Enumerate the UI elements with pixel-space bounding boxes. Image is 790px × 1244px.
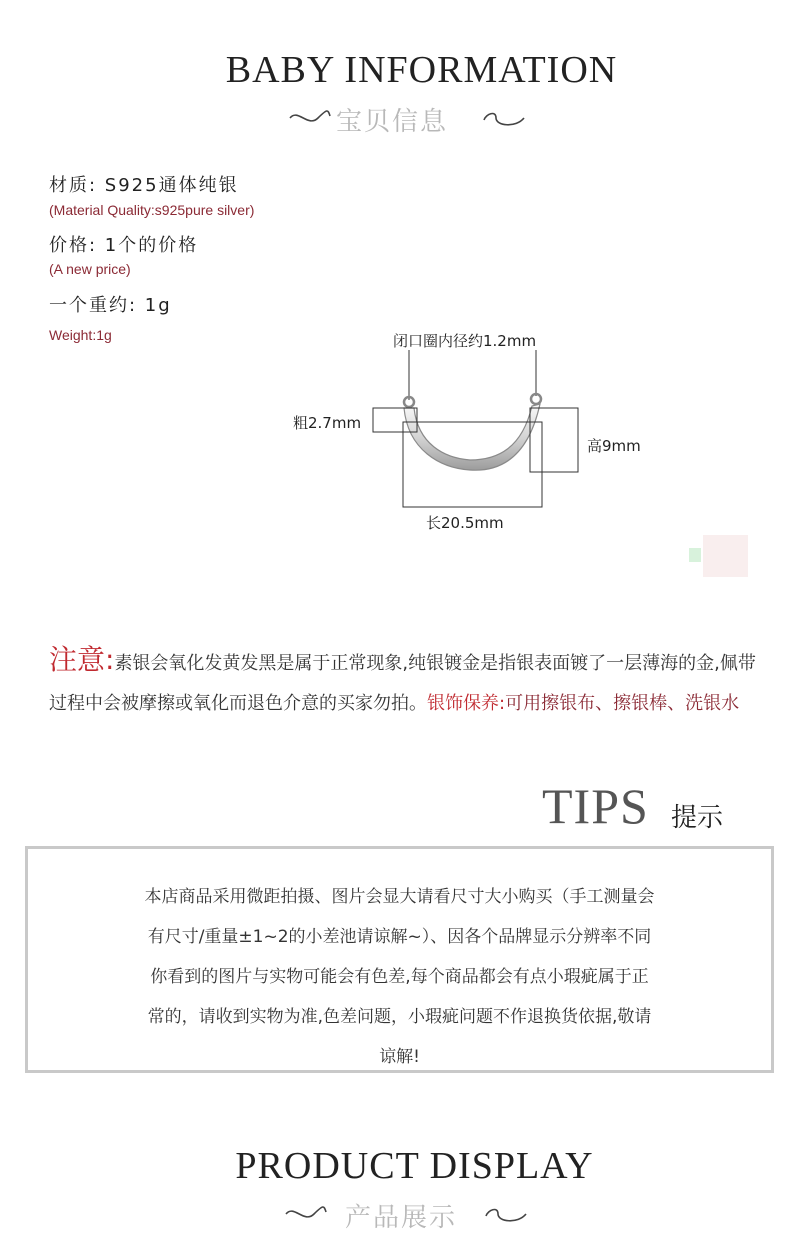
height-label: 高9mm <box>587 437 641 455</box>
care-body: 可用擦银布、擦银棒、洗银水 <box>505 693 740 714</box>
tips-line: 谅解! <box>379 1047 420 1067</box>
price-spec: 价格: 1个的价格 <box>49 235 199 256</box>
decorative-swatch <box>703 535 748 577</box>
weight-spec: 一个重约: 1g <box>49 295 172 316</box>
tips-title: TIPS <box>542 778 649 834</box>
tips-line: 常的，请收到实物为准,色差问题，小瑕疵问题不作退换货依据,敬请 <box>147 1007 652 1027</box>
tips-box <box>25 846 774 1073</box>
swirl-ornament-icon <box>484 1202 528 1226</box>
product-display-subtitle: 产品展示 <box>345 1203 458 1233</box>
swirl-ornament-icon <box>482 106 526 130</box>
decorative-swatch <box>689 548 701 562</box>
product-dimension-diagram <box>360 350 600 520</box>
weight-spec-en: Weight:1g <box>49 327 112 343</box>
notice-paragraph <box>49 640 759 724</box>
notice-heading: 注意: <box>49 643 115 676</box>
baby-info-title: BABY INFORMATION <box>225 49 618 91</box>
care-heading: 银饰保养: <box>427 693 506 714</box>
inner-diameter-label: 闭口圈内径约1.2mm <box>393 332 537 350</box>
tips-line: 有尺寸/重量±1~2的小差池请谅解~）、因各个品牌显示分辨率不同 <box>147 927 652 947</box>
baby-info-subtitle: 宝贝信息 <box>336 107 449 137</box>
thickness-label: 粗2.7mm <box>293 414 362 432</box>
tips-line: 你看到的图片与实物可能会有色差,每个商品都会有点小瑕疵属于正 <box>150 967 649 987</box>
tips-line: 本店商品采用微距拍摄、图片会显大请看尺寸大小购买（手工测量会 <box>144 887 655 907</box>
swirl-ornament-icon <box>284 1202 328 1226</box>
material-spec: 材质: S925通体纯银 <box>49 175 239 196</box>
length-label: 长20.5mm <box>426 514 504 532</box>
swirl-ornament-icon <box>288 106 332 130</box>
notice-body: 素银会氧化发黄发黑是属于正常现象,纯银镀金是指银表面镀了一层薄海的金,佩带过程中会被摩擦或氧化而退色介意的买家勿拍。 <box>49 653 756 714</box>
price-spec-en: (A new price) <box>49 261 131 277</box>
tips-title-cn: 提示 <box>671 803 724 833</box>
material-spec-en: (Material Quality:s925pure silver) <box>49 202 255 218</box>
product-display-title: PRODUCT DISPLAY <box>235 1145 594 1187</box>
